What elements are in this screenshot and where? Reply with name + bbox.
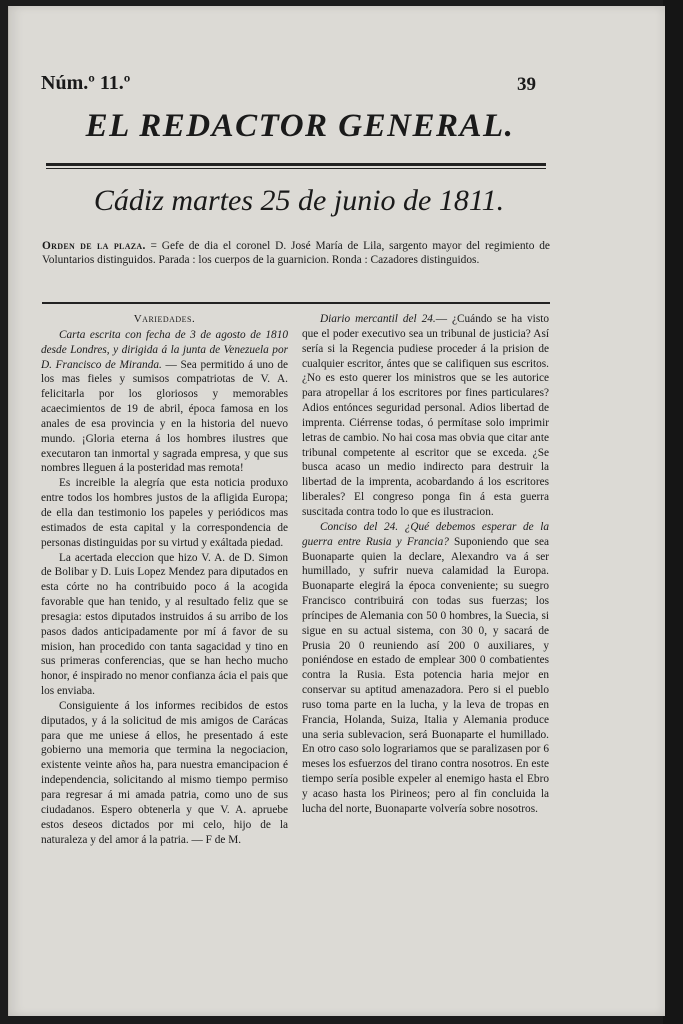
issue-number: Núm.º 11.º <box>41 72 131 94</box>
right-column <box>302 312 549 817</box>
left-paragraph-1: Carta escrita con fecha de 3 de agosto de 1810 desde Londres, y dirigida á la junta de Venezuela por D. Francisco de Miranda. — Sea permitido á uno de los mas fieles y sumisos compatriotas de V. A. felicitarla por los gloriosos y memorables acaecimientos de 19 de abril, época famosa en los anales de esa provincia y en la historia del nuevo mundo. ¡Gloria eterna á los hombres ilustres que executaron tan inmortal y sagrada empresa, y que sus nombres lleguen á la posteridad mas remota! <box>41 328 288 475</box>
left-paragraph-3: La acertada eleccion que hizo V. A. de D. Simon de Bolibar y D. Luis Lopez Mendez para diputados en esta córte no ha contribuido poco á la acogida favorable que han tenido, y al resultado feliz que se presagia: estos diputados instruidos á su arribo de los pasos dados anticipadamente por mí á favor de su mision, han procedido con tanta sagacidad y tino en sus primeras conferencias, que se han hecho mucho honor, é inspirado no menor confianza ácia el pais que los enviaba. <box>41 551 288 698</box>
section-title: Variedades. <box>133 313 196 325</box>
right-paragraph-2: Conciso del 24. ¿Qué debemos esperar de la guerra entre Rusia y Francia? Suponiendo que sea Buonaparte quien la declare, Alexandro va á ser humillado, y sufrir nueva calamidad la Europa. Buonaparte elegirá la época conveniente; su suegro Francisco contribuirá con todas sus fuerzas; los príncipes de Alemania con 50 0 hombres, la Suecia, si sigue en su actual sistema, con 30 0, y sacará de Prusia 20 0 reuniendo así 200 0 auxiliares, y poniéndose en estado de emplear 300 0 combatientes contra la Rusia. Esta potencia haria mejor en conservar su aptitud amenazadora. Pero si el pueblo ruso toma parte en la lucha, y la leva de tropas en Francia, Holanda, Suiza, Italia y Alemania produce una seria sublevacion, será Buonaparte el humillado. En otro caso solo lograriamos que se paralizasen por 6 meses los esfuerzos del tirano contra nosotros. En este tiempo sería posible expeler al enemigo hasta el Ebro y acaso hasta los Pirineos; pero al fin concluida la lucha del norte, Buonaparte volvería sobre nosotros. <box>302 520 549 815</box>
masthead-rule <box>46 163 546 169</box>
diario-heading: Diario mercantil del 24. <box>320 313 436 325</box>
conciso-heading: Conciso del 24. ¿Qué debemos esperar de la guerra entre Rusia y Francia? <box>302 520 549 548</box>
orden-text: = Gefe de dia el coronel D. José María de Lila, sargento mayor del regimiento de Voluntarios distinguidos. Parada : los cuerpos de la guarnicion. Ronda : Cazadores distinguidos. <box>42 240 550 267</box>
masthead-title: EL REDACTOR GENERAL. <box>85 108 515 144</box>
left-paragraph-4: Consiguiente á los informes recibidos de estos diputados, y á la solicitud de mis amigos de Carácas para que me uniese á ellos, he presentado á este gobierno una memoria que termina la negociacion, existente veinte años ha, para nuestra emancipacion é independencia, solicitando al mismo tiempo permiso para regresar á mi amada patria, como uno de sus ciudadanos. Espero obtenerla y que V. A. apruebe estos deseos dictados por mi celo, hijo de la naturaleza y del amor á la patria. — F de M. <box>41 699 288 846</box>
newspaper-page <box>8 6 665 1016</box>
right-paragraph-1: Diario mercantil del 24.— ¿Cuándo se ha visto que el poder executivo sea un tribunal de justicia? Así sería si la Regencia pudiese proceder á la prision de cualquier escritor, ántes que se califiquen sus escritos. ¿No es esto querer los ministros que se les autorice para atropellar á los escritores por fines particulares? Adios entónces seguridad personal. Adios libertad de imprenta. Ciérrense todas, ó permítase solo imprimir letras de cambio. No hai cosa mas obvia que citar ante tribunal competente al escritor que se exceda. ¿Se busca acaso un medio indirecto para destruir la libertad de la imprenta, acobardando á los escritores liberales? El congreso ponga fin á esta guerra suscitada contra todo lo que es ilustracion. <box>302 313 549 518</box>
letter-heading: Carta escrita con fecha de 3 de agosto de 1810 desde Londres, y dirigida á la junta de Venezuela por D. Francisco de Miranda. <box>41 328 288 371</box>
section-rule <box>42 302 550 304</box>
left-paragraph-2: Es increible la alegría que esta noticia produxo entre todos los hombres justos de la afligida Europa; de ella dan testimonio los papeles y periódicos mas estimados de esta capital y la correspondencia de personas distinguidas por su virtud y exáltada piedad. <box>41 477 288 549</box>
orden-label: Orden de la plaza. <box>42 240 146 252</box>
page-number: 39 <box>517 74 536 95</box>
page-edge-shadow <box>663 0 683 1024</box>
orden-de-la-plaza <box>42 239 550 267</box>
dateline: Cádiz martes 25 de junio de 1811. <box>93 184 505 217</box>
left-column <box>41 312 288 847</box>
